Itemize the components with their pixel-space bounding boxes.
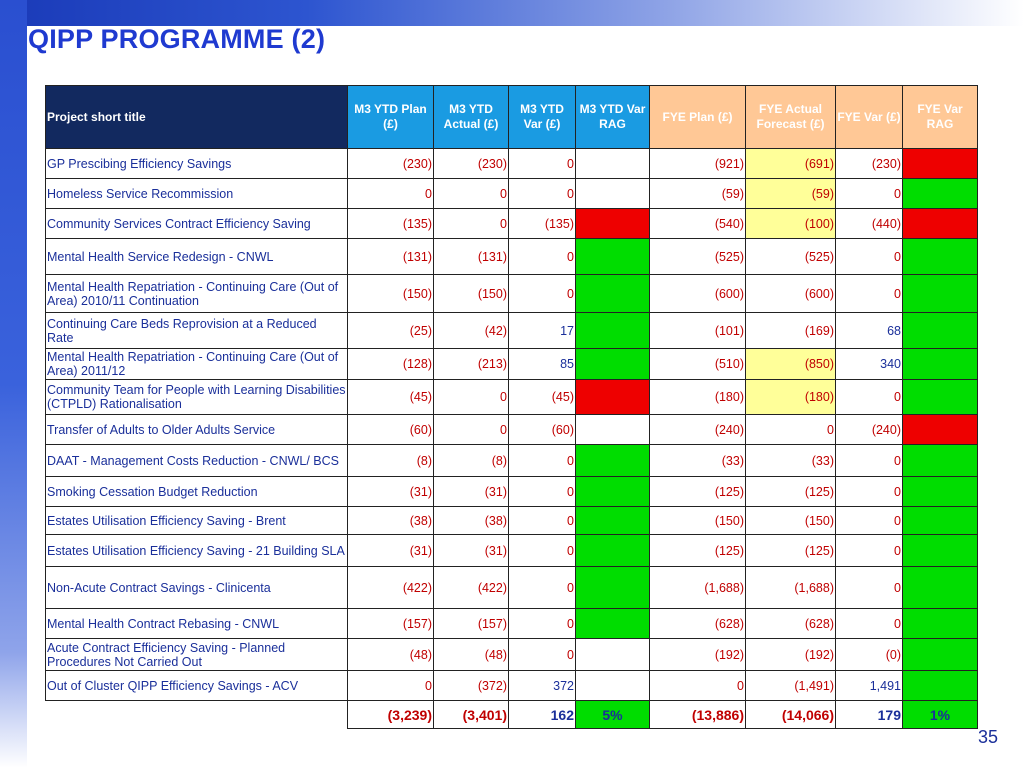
- project-name: DAAT - Management Costs Reduction - CNWL/ BCS: [46, 445, 348, 477]
- table-row: [46, 639, 978, 671]
- fye-actual-cell: (850): [746, 349, 836, 380]
- fye-var-cell: 0: [836, 380, 903, 415]
- m3-actual-cell: (42): [434, 313, 509, 349]
- project-name: Estates Utilisation Efficiency Saving - 21 Building SLA: [46, 535, 348, 567]
- m3-actual-cell: (8): [434, 445, 509, 477]
- m3-actual-cell: (230): [434, 149, 509, 179]
- m3-actual-cell: (150): [434, 275, 509, 313]
- project-name: Homeless Service Recommission: [46, 179, 348, 209]
- fye-actual-cell: (100): [746, 209, 836, 239]
- project-name: Mental Health Service Redesign - CNWL: [46, 239, 348, 275]
- header-fye-plan: FYE Plan (£): [650, 86, 746, 149]
- fye-plan-cell: (192): [650, 639, 746, 671]
- fye-plan-cell: (125): [650, 477, 746, 507]
- project-name: Acute Contract Efficiency Saving - Planned Procedures Not Carried Out: [46, 639, 348, 671]
- m3-rag-cell: [576, 209, 650, 239]
- fye-var-cell: 0: [836, 609, 903, 639]
- m3-rag-cell: [576, 380, 650, 415]
- fye-plan-cell: (59): [650, 179, 746, 209]
- m3-var-cell: 0: [509, 535, 576, 567]
- m3-var-cell: (60): [509, 415, 576, 445]
- fye-plan-cell: (150): [650, 507, 746, 535]
- fye-actual-cell: (525): [746, 239, 836, 275]
- m3-actual-cell: (31): [434, 535, 509, 567]
- fye-plan-cell: 0: [650, 671, 746, 701]
- project-name: Non-Acute Contract Savings - Clinicenta: [46, 567, 348, 609]
- m3-rag-cell: [576, 567, 650, 609]
- fye-plan-cell: (510): [650, 349, 746, 380]
- fye-var-cell: 0: [836, 507, 903, 535]
- m3-actual-cell: 0: [434, 415, 509, 445]
- project-name: GP Prescibing Efficiency Savings: [46, 149, 348, 179]
- fye-rag-cell: [903, 239, 978, 275]
- header-m3-plan: M3 YTD Plan (£): [348, 86, 434, 149]
- fye-var-cell: 68: [836, 313, 903, 349]
- m3-var-cell: 372: [509, 671, 576, 701]
- fye-rag-cell: [903, 507, 978, 535]
- header-fye-var: FYE Var (£): [836, 86, 903, 149]
- m3-var-cell: 0: [509, 507, 576, 535]
- fye-rag-cell: [903, 445, 978, 477]
- fye-rag-cell: [903, 179, 978, 209]
- m3-var-cell: 0: [509, 239, 576, 275]
- page-number: 35: [978, 727, 999, 747]
- fye-rag-cell: [903, 535, 978, 567]
- header-m3-rag: M3 YTD Var RAG: [576, 86, 650, 149]
- fye-actual-cell: (33): [746, 445, 836, 477]
- m3-plan-cell: (31): [348, 477, 434, 507]
- m3-actual-cell: (38): [434, 507, 509, 535]
- table-header-row: [46, 86, 978, 149]
- m3-actual-cell: 0: [434, 179, 509, 209]
- left-gradient-band: [0, 0, 27, 768]
- fye-var-cell: 0: [836, 239, 903, 275]
- m3-plan-cell: (45): [348, 380, 434, 415]
- table-row: [46, 239, 978, 275]
- table-row: [46, 477, 978, 507]
- m3-rag-cell: [576, 313, 650, 349]
- m3-rag-cell: [576, 507, 650, 535]
- m3-actual-cell: (31): [434, 477, 509, 507]
- m3-plan-cell: (157): [348, 609, 434, 639]
- m3-var-cell: 0: [509, 275, 576, 313]
- table-row: [46, 349, 978, 380]
- m3-var-cell: 0: [509, 477, 576, 507]
- m3-plan-cell: (60): [348, 415, 434, 445]
- table-row: [46, 609, 978, 639]
- fye-plan-cell: (540): [650, 209, 746, 239]
- m3-actual-cell: (213): [434, 349, 509, 380]
- fye-var-cell: (0): [836, 639, 903, 671]
- fye-rag-cell: [903, 477, 978, 507]
- project-name: Community Services Contract Efficiency Saving: [46, 209, 348, 239]
- m3-var-cell: 0: [509, 567, 576, 609]
- fye-rag-cell: [903, 275, 978, 313]
- fye-var-cell: (240): [836, 415, 903, 445]
- fye-actual-cell: (169): [746, 313, 836, 349]
- table-row: [46, 415, 978, 445]
- m3-var-cell: 0: [509, 179, 576, 209]
- total-fye-rag: 1%: [903, 701, 978, 729]
- total-m3-rag: 5%: [576, 701, 650, 729]
- project-name: Mental Health Repatriation - Continuing Care (Out of Area) 2011/12: [46, 349, 348, 380]
- project-name: Mental Health Repatriation - Continuing Care (Out of Area) 2010/11 Continuation: [46, 275, 348, 313]
- fye-plan-cell: (33): [650, 445, 746, 477]
- m3-rag-cell: [576, 275, 650, 313]
- project-name: Continuing Care Beds Reprovision at a Reduced Rate: [46, 313, 348, 349]
- m3-rag-cell: [576, 179, 650, 209]
- table-row: [46, 535, 978, 567]
- m3-var-cell: 0: [509, 639, 576, 671]
- fye-var-cell: 1,491: [836, 671, 903, 701]
- fye-var-cell: (440): [836, 209, 903, 239]
- m3-actual-cell: (131): [434, 239, 509, 275]
- fye-rag-cell: [903, 671, 978, 701]
- fye-actual-cell: 0: [746, 415, 836, 445]
- fye-actual-cell: (125): [746, 477, 836, 507]
- fye-rag-cell: [903, 567, 978, 609]
- fye-var-cell: 0: [836, 477, 903, 507]
- fye-plan-cell: (600): [650, 275, 746, 313]
- total-m3-actual: (3,401): [434, 701, 509, 729]
- fye-rag-cell: [903, 149, 978, 179]
- fye-actual-cell: (192): [746, 639, 836, 671]
- project-name: Estates Utilisation Efficiency Saving - Brent: [46, 507, 348, 535]
- project-name: Smoking Cessation Budget Reduction: [46, 477, 348, 507]
- fye-actual-cell: (180): [746, 380, 836, 415]
- header-fye-actual: FYE Actual Forecast (£): [746, 86, 836, 149]
- m3-rag-cell: [576, 477, 650, 507]
- table-row: [46, 179, 978, 209]
- m3-actual-cell: (157): [434, 609, 509, 639]
- m3-var-cell: 0: [509, 445, 576, 477]
- m3-actual-cell: 0: [434, 380, 509, 415]
- fye-actual-cell: (150): [746, 507, 836, 535]
- m3-rag-cell: [576, 149, 650, 179]
- fye-plan-cell: (525): [650, 239, 746, 275]
- m3-actual-cell: (48): [434, 639, 509, 671]
- m3-plan-cell: (48): [348, 639, 434, 671]
- totals-label-cell: [46, 701, 348, 729]
- table-row: [46, 149, 978, 179]
- m3-rag-cell: [576, 445, 650, 477]
- table-body: [46, 149, 978, 701]
- m3-plan-cell: (230): [348, 149, 434, 179]
- m3-plan-cell: (150): [348, 275, 434, 313]
- fye-actual-cell: (628): [746, 609, 836, 639]
- m3-rag-cell: [576, 671, 650, 701]
- m3-plan-cell: (135): [348, 209, 434, 239]
- table-row: [46, 313, 978, 349]
- fye-actual-cell: (1,491): [746, 671, 836, 701]
- fye-var-cell: 0: [836, 445, 903, 477]
- m3-actual-cell: 0: [434, 209, 509, 239]
- fye-plan-cell: (921): [650, 149, 746, 179]
- m3-var-cell: (135): [509, 209, 576, 239]
- fye-rag-cell: [903, 609, 978, 639]
- table-row: [46, 567, 978, 609]
- table-row: [46, 445, 978, 477]
- m3-plan-cell: (31): [348, 535, 434, 567]
- fye-actual-cell: (59): [746, 179, 836, 209]
- fye-var-cell: 0: [836, 535, 903, 567]
- total-fye-plan: (13,886): [650, 701, 746, 729]
- project-name: Mental Health Contract Rebasing - CNWL: [46, 609, 348, 639]
- total-fye-actual: (14,066): [746, 701, 836, 729]
- header-m3-var: M3 YTD Var (£): [509, 86, 576, 149]
- m3-plan-cell: 0: [348, 671, 434, 701]
- totals-row: [46, 701, 978, 729]
- m3-plan-cell: (38): [348, 507, 434, 535]
- fye-rag-cell: [903, 313, 978, 349]
- m3-actual-cell: (422): [434, 567, 509, 609]
- total-m3-var: 162: [509, 701, 576, 729]
- fye-var-cell: 340: [836, 349, 903, 380]
- m3-var-cell: 0: [509, 149, 576, 179]
- total-m3-plan: (3,239): [348, 701, 434, 729]
- fye-actual-cell: (600): [746, 275, 836, 313]
- fye-plan-cell: (101): [650, 313, 746, 349]
- fye-actual-cell: (691): [746, 149, 836, 179]
- fye-var-cell: 0: [836, 179, 903, 209]
- fye-plan-cell: (240): [650, 415, 746, 445]
- top-gradient-band: [0, 0, 1024, 26]
- fye-rag-cell: [903, 349, 978, 380]
- m3-rag-cell: [576, 639, 650, 671]
- fye-var-cell: 0: [836, 275, 903, 313]
- header-m3-actual: M3 YTD Actual (£): [434, 86, 509, 149]
- header-project-title: Project short title: [46, 86, 348, 149]
- fye-plan-cell: (1,688): [650, 567, 746, 609]
- fye-rag-cell: [903, 415, 978, 445]
- fye-var-cell: 0: [836, 567, 903, 609]
- m3-var-cell: 0: [509, 609, 576, 639]
- m3-rag-cell: [576, 415, 650, 445]
- m3-rag-cell: [576, 609, 650, 639]
- fye-rag-cell: [903, 209, 978, 239]
- m3-plan-cell: (25): [348, 313, 434, 349]
- fye-plan-cell: (628): [650, 609, 746, 639]
- m3-var-cell: 85: [509, 349, 576, 380]
- fye-plan-cell: (125): [650, 535, 746, 567]
- m3-actual-cell: (372): [434, 671, 509, 701]
- project-name: Community Team for People with Learning Disabilities (CTPLD) Rationalisation: [46, 380, 348, 415]
- m3-plan-cell: (128): [348, 349, 434, 380]
- table-row: [46, 380, 978, 415]
- table-row: [46, 275, 978, 313]
- slide-title: QIPP PROGRAMME (2): [28, 24, 326, 54]
- fye-rag-cell: [903, 639, 978, 671]
- fye-plan-cell: (180): [650, 380, 746, 415]
- m3-rag-cell: [576, 239, 650, 275]
- header-fye-rag: FYE Var RAG: [903, 86, 978, 149]
- table-row: [46, 209, 978, 239]
- fye-actual-cell: (1,688): [746, 567, 836, 609]
- m3-plan-cell: (131): [348, 239, 434, 275]
- fye-rag-cell: [903, 380, 978, 415]
- total-fye-var: 179: [836, 701, 903, 729]
- m3-plan-cell: 0: [348, 179, 434, 209]
- m3-var-cell: (45): [509, 380, 576, 415]
- qipp-table: [45, 85, 978, 729]
- fye-actual-cell: (125): [746, 535, 836, 567]
- project-name: Out of Cluster QIPP Efficiency Savings - ACV: [46, 671, 348, 701]
- table-row: [46, 671, 978, 701]
- m3-plan-cell: (8): [348, 445, 434, 477]
- project-name: Transfer of Adults to Older Adults Service: [46, 415, 348, 445]
- table-row: [46, 507, 978, 535]
- m3-var-cell: 17: [509, 313, 576, 349]
- m3-rag-cell: [576, 349, 650, 380]
- m3-plan-cell: (422): [348, 567, 434, 609]
- m3-rag-cell: [576, 535, 650, 567]
- fye-var-cell: (230): [836, 149, 903, 179]
